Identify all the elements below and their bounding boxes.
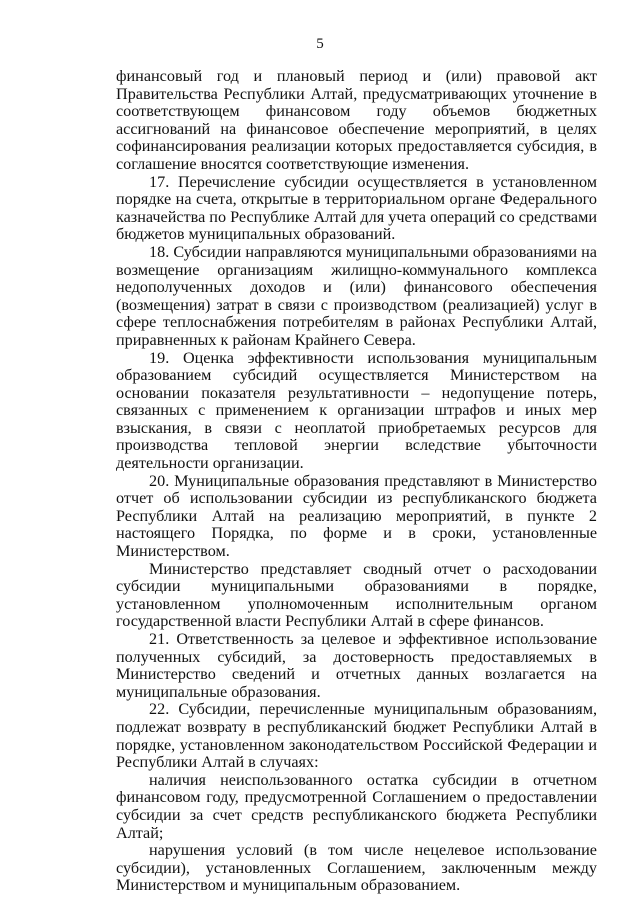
- document-body: [116, 68, 597, 895]
- paragraph-continuation: финансовый год и плановый период и (или) правовой акт Правительства Республики Алтай, предусматривающих уточнение в соответствующем финансовом году объемов бюджетных ассигнований на финансовое обеспечение мероприятий, в целях софинансирования реализации которых предоставляется субсидия, в соглашение вносятся соответствующие изменения.: [116, 67, 597, 173]
- paragraph-22-case-unused-balance: наличия неиспользованного остатка субсидии в отчетном финансовом году, предусмотренной Соглашением о предоставлении субсидии за счет средств республиканского бюджета Республики Алтай;: [116, 770, 597, 842]
- page-number: 5: [316, 36, 324, 52]
- paragraph-20: 20. Муниципальные образования представляют в Министерство отчет об использовании субсидии из республиканского бюджета Республики Алтай на реализацию мероприятий, в пункте 2 настоящего Порядка, по форме и в сроки, установленные Министерством.: [116, 471, 597, 561]
- paragraph-17: 17. Перечисление субсидии осуществляется в установленном порядке на счета, открытые в территориальном органе Федерального казначейства по Республике Алтай для учета операций со средствами бюджетов муниципальных образований.: [116, 172, 597, 244]
- paragraph-20-ministry-report: Министерство представляет сводный отчет о расходовании субсидии муниципальными образованиями в порядке, установленном уполномоченным исполнительным органом государственной власти Республики Алтай в сфере финансов.: [116, 559, 597, 631]
- paragraph-19: 19. Оценка эффективности использования муниципальным образованием субсидий осуществляется Министерством на основании показателя результативности – недопущение потерь, связанных с применением к организации штрафов и иных мер взыскания, в связи с неоплатой приобретаемых ресурсов для производства тепловой энергии вследствие убыточности деятельности организации.: [116, 348, 597, 473]
- paragraph-22-case-violation: нарушения условий (в том числе нецелевое использование субсидии), установленных Соглашением, заключенным между Министерством и муниципальным образованием.: [116, 841, 597, 895]
- paragraph-22: 22. Субсидии, перечисленные муниципальным образованиям, подлежат возврату в республиканский бюджет Республики Алтай в порядке, установленном законодательством Российской Федерации и Республики Алтай в случаях:: [116, 700, 597, 772]
- paragraph-18: 18. Субсидии направляются муниципальными образованиями на возмещение организациям жилищно-коммунального комплекса недополученных доходов и (или) финансового обеспечения (возмещения) затрат в связи с производством (реализацией) услуг в сфере теплоснабжения потребителям в районах Республики Алтай, приравненных к районам Крайнего Севера.: [116, 242, 597, 349]
- paragraph-21: 21. Ответственность за целевое и эффективное использование полученных субсидий, за достоверность предоставляемых в Министерство сведений и отчетных данных возлагается на муниципальные образования.: [116, 630, 597, 701]
